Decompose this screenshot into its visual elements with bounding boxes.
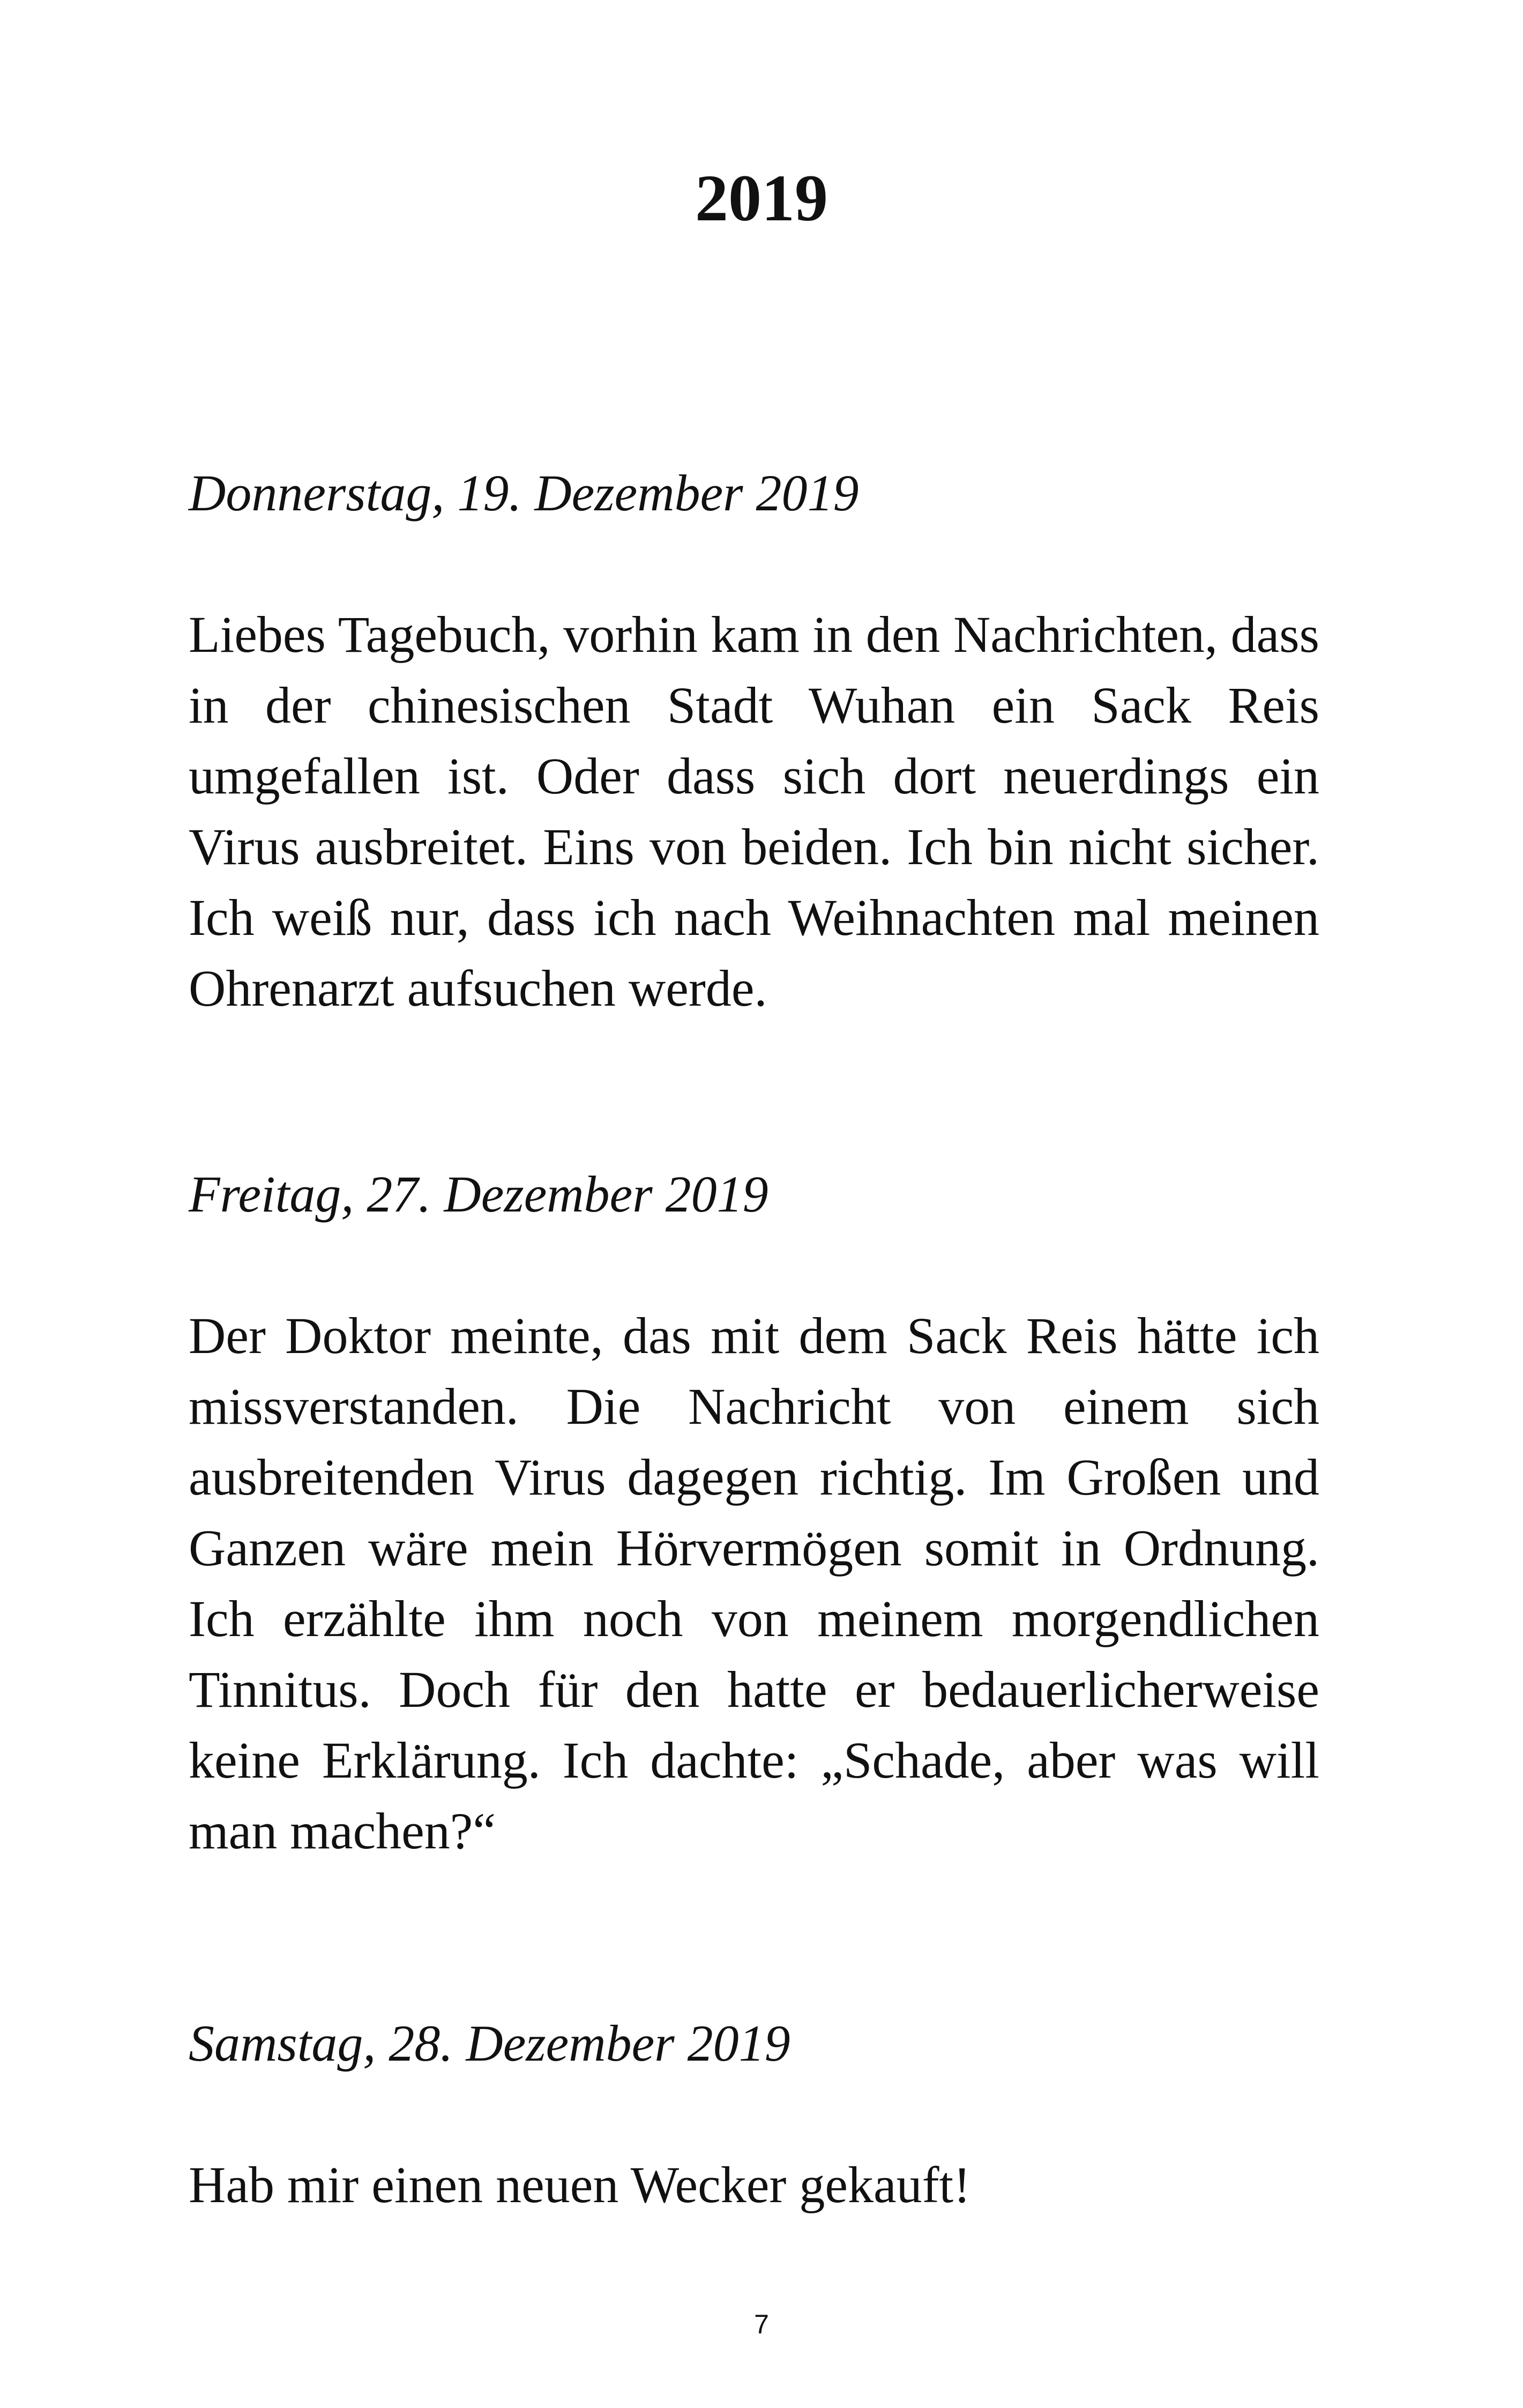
entry-date-3: Samstag, 28. Dezember 2019 [189,2015,790,2072]
entry-text-1: Liebes Tagebuch, vorhin kam in den Nachrichten, dass in der chinesischen Stadt Wuhan ein Sack Reis umgefallen ist. Oder dass sich dort neuerdings ein Virus ausbreitet. Eins von beiden. Ich bin nicht sicher. Ich weiß nur, dass ich nach Weihnachten mal meinen Ohrenarzt aufsuchen werde. [189,606,1319,1017]
entry-date-1: Donnerstag, 19. Dezember 2019 [189,464,859,522]
entry-text-3: Hab mir einen neuen Wecker gekauft! [189,2156,971,2213]
chapter-title: 2019 [695,161,828,235]
page-number: 7 [754,2309,769,2339]
entry-text-2: Der Doktor meinte, das mit dem Sack Reis hätte ich missverstanden. Die Nachricht von einem sich ausbreitenden Virus dagegen richtig. Im Großen und Ganzen wäre mein Hörvermögen somit in Ordnung. Ich erzählte ihm noch von meinem morgendlichen Tinnitus. Doch für den hatte er bedauerlicherweise keine Erklärung. Ich dachte: „Schade, aber was will man machen?“ [189,1307,1319,1860]
entry-date-2: Freitag, 27. Dezember 2019 [189,1165,768,1223]
